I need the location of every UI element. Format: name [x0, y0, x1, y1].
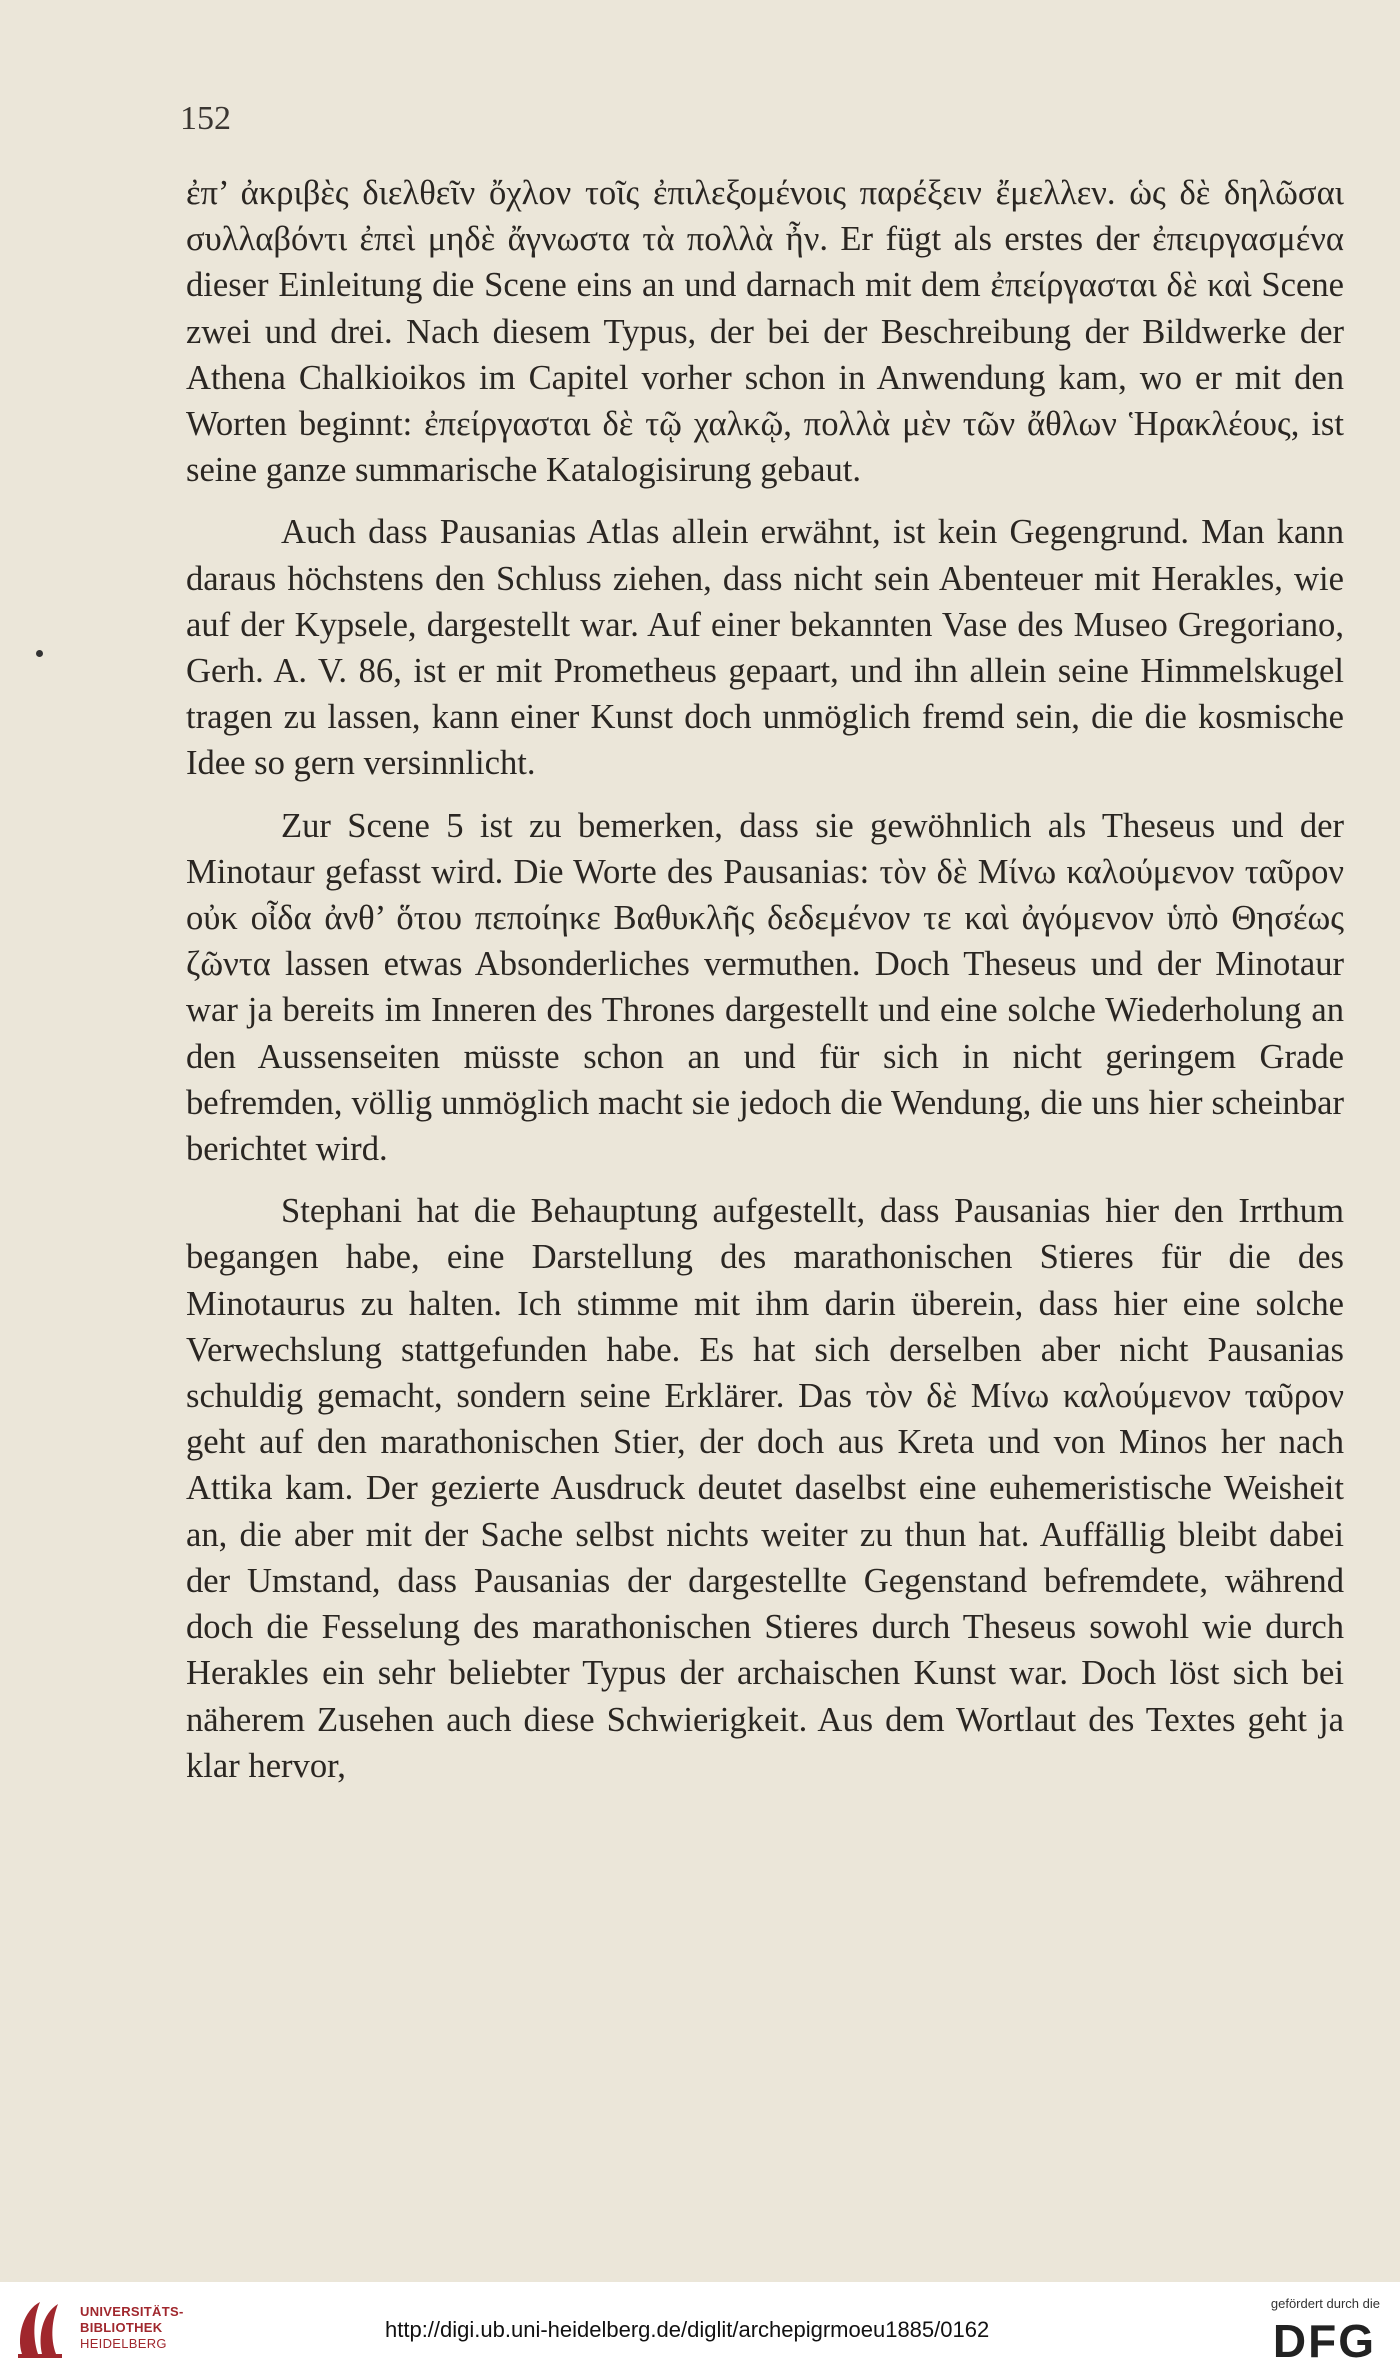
paragraph-2: Auch dass Pausanias Atlas allein erwähnt, ist kein Gegengrund. Man kann daraus höchstens den Schluss ziehen, dass nicht sein Abenteuer mit Herakles, wie auf der Kypsele, dargestellt war. Auf einer bekannten Vase des Museo Gregoriano, Gerh. A. V. 86, ist er mit Prometheus gepaart, und ihn allein seine Himmelskugel tragen zu lassen, kann einer Kunst doch unmöglich fremd sein, die die kosmische Idee so gern versinnlicht.: [186, 513, 1344, 783]
source-url-link[interactable]: http://digi.ub.uni-heidelberg.de/diglit/archepigrmoeu1885/0162: [385, 2317, 990, 2342]
ink-spot: [36, 650, 43, 657]
library-emblem-icon: [14, 2296, 70, 2362]
library-name: UNIVERSITÄTS- BIBLIOTHEK HEIDELBERG: [80, 2304, 184, 2351]
paragraph-4: Stephani hat die Behauptung aufgestellt, dass Pausanias hier den Irrthum begangen habe, eine Darstellung des marathonischen Stieres für die des Minotaurus zu halten. Ich stimme mit ihm darin überein, dass hier eine solche Verwechslung stattgefunden habe. Es hat sich derselben aber nicht Pausanias schuldig gemacht, sondern seine Erklärer. Das τὸν δὲ Μίνω καλούμενον ταῦρον geht auf den marathonischen Stier, der doch aus Kreta und von Minos her nach Attika kam. Der gezierte Ausdruck deutet daselbst eine euhemeristische Weisheit an, die aber mit der Sache selbst nichts weiter zu thun hat. Auffällig bleibt dabei der Umstand, dass Pausanias der dargestellte Gegenstand befremdete, während doch die Fesselung des marathonischen Stieres durch Theseus sowohl wie durch Herakles ein sehr beliebter Typus der archaischen Kunst war. Doch löst sich bei näherem Zusehen auch diese Schwierigkeit. Aus dem Wortlaut des Textes geht ja klar hervor,: [186, 1192, 1344, 1785]
dfg-logo[interactable]: DFG: [1272, 2315, 1376, 2367]
footer-bar: [0, 2282, 1400, 2374]
paragraph-1: ἐπ’ ἀκριβὲς διελθεῖν ὄχλον τοῖς ἐπιλεξομένοις παρέξειν ἔμελλεν. ὡς δὲ δηλῶσαι συλλαβόντι ἐπεὶ μηδὲ ἄγνωστα τὰ πολλὰ ἦν. Er fügt als erstes der ἐπειργασμένα dieser Einleitung die Scene eins an und darnach mit dem ἐπείργασται δὲ καὶ Scene zwei und drei. Nach diesem Typus, der bei der Beschreibung der Bildwerke der Athena Chalkioikos im Capitel vorher schon in Anwendung kam, wo er mit den Worten beginnt: ἐπείργασται δὲ τῷ χαλκῷ, πολλὰ μὲν τῶν ἄθλων Ἡρακλέους, ist seine ganze summarische Katalogisirung gebaut.: [186, 174, 1344, 490]
library-logo[interactable]: [14, 2296, 204, 2366]
page-number: 152: [180, 100, 231, 137]
funded-by-label: gefördert durch die: [1270, 2296, 1380, 2311]
body-text: [186, 170, 1344, 1789]
paragraph-3: Zur Scene 5 ist zu bemerken, dass sie gewöhnlich als Theseus und der Minotaur gefasst wird. Die Worte des Pausanias: τὸν δὲ Μίνω καλούμενον ταῦρον οὐκ οἶδα ἀνθ’ ὅτου πεποίηκε Βαθυκλῆς δεδεμένον τε καὶ ἀγόμενον ὑπὸ Θησέως ζῶντα lassen etwas Absonderliches vermuthen. Doch Theseus und der Minotaur war ja bereits im Inneren des Thrones dargestellt und eine solche Wiederholung an den Aussenseiten müsste schon an und für sich in nicht geringem Grade befremden, völlig unmöglich macht sie jedoch die Wendung, die uns hier scheinbar berichtet wird.: [186, 806, 1344, 1169]
